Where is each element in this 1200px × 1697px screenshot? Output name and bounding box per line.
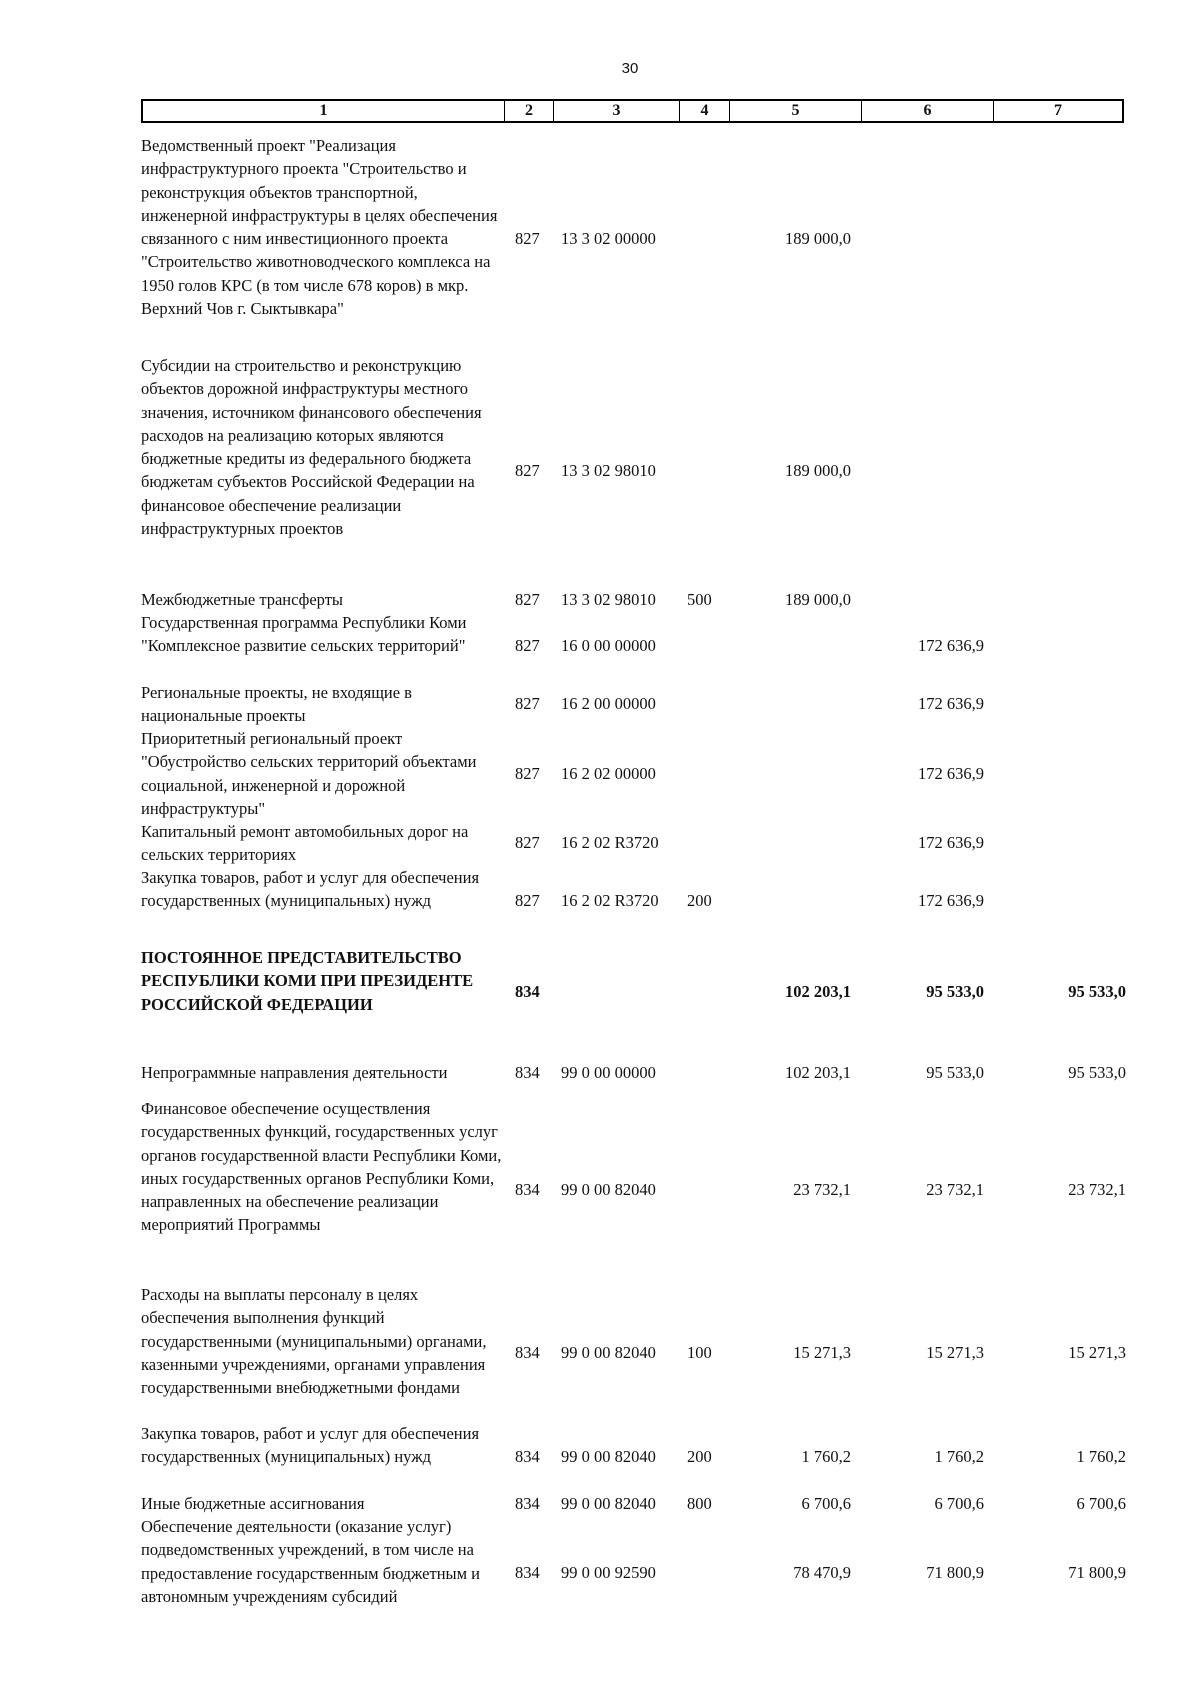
row-ministry: 827 (515, 833, 540, 852)
table-header (141, 99, 1124, 123)
row-ministry: 834 (515, 1563, 540, 1582)
row-target-article: 99 0 00 82040 (561, 1343, 656, 1362)
row-ministry: 827 (515, 764, 540, 783)
row-target-article: 13 3 02 98010 (561, 461, 656, 480)
row-name: Закупка товаров, работ и услуг для обеспечения государственных (муниципальных) нужд (141, 868, 480, 911)
row-expense-type: 200 (687, 891, 712, 910)
row-amount-1: 23 732,1 (793, 1180, 851, 1199)
row-name: Финансовое обеспечение осуществления государственных функций, государственных услуг органов государственной власти Республики Коми, иных государственных органов Республики Коми, направленных на обеспечение реализации мероприятий Программы (141, 1099, 502, 1235)
header-col-5: 5 (730, 101, 862, 121)
row-name: Государственная программа Республики Коми "Комплексное развитие сельских территорий" (141, 613, 467, 656)
row-name: Ведомственный проект "Реализация инфраструктурного проекта "Строительство и реконструкция объектов транспортной, инженерной инфраструктуры в целях обеспечения связанного с ним инвестиционного проекта "Строительство животноводческого комплекса на 1950 голов КРС (в том числе 678 коров) в мкр. Верхний Чов г. Сыктывкара" (141, 136, 498, 319)
row-amount-2: 172 636,9 (918, 694, 984, 713)
row-target-article: 99 0 00 82040 (561, 1180, 656, 1199)
row-amount-1: 15 271,3 (793, 1343, 851, 1362)
row-ministry: 834 (515, 1343, 540, 1362)
row-target-article: 13 3 02 98010 (561, 590, 656, 609)
row-target-article: 99 0 00 82040 (561, 1447, 656, 1466)
row-name: Приоритетный региональный проект "Обустройство сельских территорий объектами социальной, инженерной и дорожной инфраструктуры" (141, 729, 477, 818)
row-name: Непрограммные направления деятельности (141, 1063, 448, 1082)
row-ministry: 827 (515, 461, 540, 480)
row-ministry: 827 (515, 590, 540, 609)
row-amount-2: 95 533,0 (926, 1063, 984, 1082)
row-amount-1: 78 470,9 (793, 1563, 851, 1582)
row-amount-1: 189 000,0 (785, 590, 851, 609)
row-amount-3: 1 760,2 (1076, 1447, 1126, 1466)
row-amount-2: 71 800,9 (926, 1563, 984, 1582)
row-name: Обеспечение деятельности (оказание услуг) подведомственных учреждений, в том числе на предоставление государственным бюджетным и автономным учреждениям субсидий (141, 1517, 481, 1606)
row-amount-1: 189 000,0 (785, 461, 851, 480)
row-target-article: 13 3 02 00000 (561, 229, 656, 248)
row-name: Иные бюджетные ассигнования (141, 1494, 365, 1513)
row-amount-2: 172 636,9 (918, 764, 984, 783)
row-amount-3: 95 533,0 (1068, 982, 1126, 1001)
row-ministry: 827 (515, 694, 540, 713)
row-name: Региональные проекты, не входящие в национальные проекты (141, 683, 412, 726)
row-ministry: 827 (515, 891, 540, 910)
row-expense-type: 800 (687, 1494, 712, 1513)
row-name: Субсидии на строительство и реконструкцию объектов дорожной инфраструктуры местного значения, источником финансового обеспечения расходов на реализацию которых являются бюджетные кредиты из федерального бюджета бюджетам субъектов Российской Федерации на финансовое обеспечение реализации инфраструктурных проектов (141, 356, 482, 539)
row-amount-1: 102 203,1 (785, 982, 851, 1001)
row-ministry: 834 (515, 1180, 540, 1199)
header-col-4: 4 (680, 101, 730, 121)
row-name: Закупка товаров, работ и услуг для обеспечения государственных (муниципальных) нужд (141, 1424, 480, 1467)
row-target-article: 16 2 00 00000 (561, 694, 656, 713)
row-amount-1: 1 760,2 (801, 1447, 851, 1466)
row-target-article: 99 0 00 00000 (561, 1063, 656, 1082)
header-col-3: 3 (554, 101, 680, 121)
row-amount-2: 95 533,0 (926, 982, 984, 1001)
row-name: Капитальный ремонт автомобильных дорог на сельских территориях (141, 822, 469, 865)
row-target-article: 16 2 02 R3720 (561, 891, 659, 910)
row-ministry: 827 (515, 229, 540, 248)
header-col-7: 7 (1054, 102, 1062, 119)
row-target-article: 16 2 02 00000 (561, 764, 656, 783)
row-amount-1: 189 000,0 (785, 229, 851, 248)
row-amount-2: 23 732,1 (926, 1180, 984, 1199)
row-amount-2: 172 636,9 (918, 833, 984, 852)
row-ministry: 827 (515, 636, 540, 655)
row-target-article: 99 0 00 92590 (561, 1563, 656, 1582)
row-target-article: 16 2 02 R3720 (561, 833, 659, 852)
row-amount-3: 6 700,6 (1076, 1494, 1126, 1513)
header-col-2: 2 (505, 101, 554, 121)
header-col-6: 6 (862, 101, 994, 121)
row-amount-2: 15 271,3 (926, 1343, 984, 1362)
row-expense-type: 200 (687, 1447, 712, 1466)
row-name: ПОСТОЯННОЕ ПРЕДСТАВИТЕЛЬСТВО РЕСПУБЛИКИ КОМИ ПРИ ПРЕЗИДЕНТЕ РОССИЙСКОЙ ФЕДЕРАЦИИ (141, 948, 474, 1014)
row-ministry: 834 (515, 982, 540, 1001)
row-ministry: 834 (515, 1447, 540, 1466)
row-ministry: 834 (515, 1494, 540, 1513)
row-amount-2: 1 760,2 (934, 1447, 984, 1466)
row-amount-2: 172 636,9 (918, 636, 984, 655)
row-target-article: 16 0 00 00000 (561, 636, 656, 655)
row-target-article: 99 0 00 82040 (561, 1494, 656, 1513)
row-amount-1: 6 700,6 (801, 1494, 851, 1513)
row-amount-3: 23 732,1 (1068, 1180, 1126, 1199)
row-expense-type: 500 (687, 590, 712, 609)
page-number: 30 (621, 60, 639, 77)
row-name: Расходы на выплаты персоналу в целях обеспечения выполнения функций государственными (муниципальными) органами, казенными учреждениями, органами управления государственными внебюджетными фондами (141, 1285, 487, 1398)
row-amount-2: 172 636,9 (918, 891, 984, 910)
row-amount-1: 102 203,1 (785, 1063, 851, 1082)
row-amount-3: 71 800,9 (1068, 1563, 1126, 1582)
row-amount-2: 6 700,6 (934, 1494, 984, 1513)
row-amount-3: 95 533,0 (1068, 1063, 1126, 1082)
row-amount-3: 15 271,3 (1068, 1343, 1126, 1362)
header-col-1: 1 (143, 101, 505, 121)
row-ministry: 834 (515, 1063, 540, 1082)
row-expense-type: 100 (687, 1343, 712, 1362)
row-name: Межбюджетные трансферты (141, 590, 344, 609)
